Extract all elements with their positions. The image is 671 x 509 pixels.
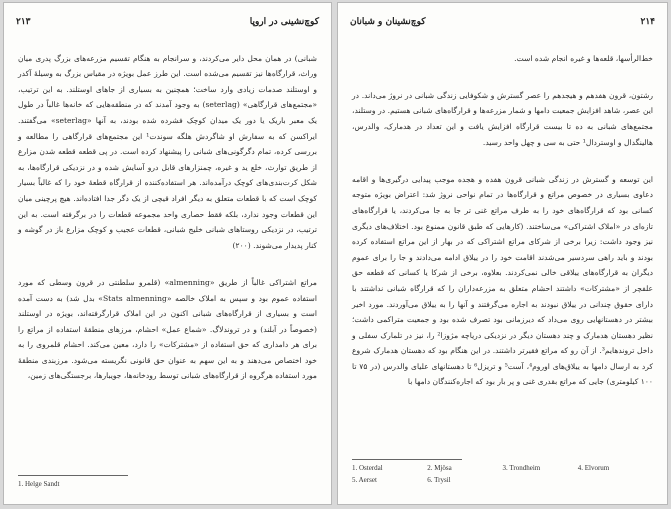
footnote-rule <box>18 475 128 476</box>
footnote: 1. Helge Sandt <box>18 480 60 488</box>
footnote: 2. Mjösa <box>427 464 452 472</box>
footnote: 6. Trysil <box>427 476 451 484</box>
footnote: 1. Osterdal <box>352 464 383 472</box>
paragraph: رشتون، قرون هفدهم و هیجدهم را عصر گسترش و شکوفایی زندگی شبانی در نروژ می‌داند. در این عصر، شاهد افزایش جمعیت دامها و شمار مزرعه‌ها و قرارگاه‌های شبانی هستیم. در وستلند، مجتمع‌های شبانی به ده تا بیست قرارگاه افزایش یافت و این تعداد در هدمارک، والدرس، هالینگدال و اوستردال¹ حتی به سی و چهل واحد رسید. <box>352 90 653 147</box>
page-number: ۲۱۳ <box>16 17 31 27</box>
page-body <box>352 35 653 406</box>
right-book-page <box>337 2 668 505</box>
footnote: 3. Trondheim <box>502 464 541 472</box>
footnote: 4. Elvorum <box>577 464 610 472</box>
footnotes <box>18 480 317 488</box>
running-title: کوچ‌نشینان و شبانان <box>350 17 426 27</box>
footnotes <box>352 464 653 484</box>
page-header <box>16 17 319 31</box>
page-body <box>18 35 317 400</box>
footnote-rule <box>352 459 462 460</box>
left-book-page <box>3 2 332 505</box>
paragraph: مراتع اشتراکی غالباً از طریق «almenning» (قلمرو سلطنتی در قرون وسطی که مورد استفاده عموم بود و سپس به املاک خالصه «Stats almenning» بدل شد) به دست آمده است و بسیاری از قرارگاه‌های شبانی اکنون در این املاک قرارگرفته‌اند، بویژه در اوستلند (خصوصاً در آبلند) و در تروندلاگ. «شماع عمل» احشام، مرزهای منطقهٔ استفاده از مراتع را برای هر دامداری که حق استفاده از «مشترکات» را دارد، معین می‌کند. احشام قلمروی را به خود اختصاص می‌دهند و به این سهم به عنوان حق قانونی نگریسته می‌شود. مرزبندی منطقهٔ مورد استفاده هرگروه از قرارگاه‌های شبانی توسط رودخانه‌ها، جویبارها، برجستگی‌های زمین، <box>18 277 317 381</box>
paragraph: خط‌الرأسها، قلعه‌ها و غیره انجام شده است. <box>514 53 653 63</box>
page-header <box>350 17 655 31</box>
footnote: 5. Aerset <box>352 476 377 484</box>
paragraph: شبانی) در همان محل دایر می‌کردند، و سرانجام به هنگام تقسیم مزرعه‌های بزرگ پدری میان وراث، قرارگاه‌ها نیز تقسیم می‌شده است. این طرز عمل بویژه در مقیاس بزرگ به وسیلهٔ آکدر و اوستلند صدمات زیادی وارد ساخت؛ همچنین به بسیاری از جاهای اوستلند. به این ترتیب، «مجتمع‌های قرارگاهی» (seterlag) به وجود آمدند که در منطقه‌هایی که خانه‌ها غالباً در طول یک معبر باریک یا دور یک میدان کوچک فشرده شده بودند، به آنها «seterlag» می‌گفتند. ایراکسن که به سفارش او شاگردش هلگه سوندت¹ این مجتمع‌های قرارگاهی را مطالعه و بررسی کرده، تمام دگرگونی‌های شبانی را پیشنهاد کرده است. در پی قطعه قطعه شدن مزارع از طریق توارث، خلع ید و غیره، چمنزارهای قابل درو آسایش شده و در نزدیکی قرارگاه‌ها، به شکل کرت‌بندی‌های کوچک درآمده‌اند. هر استفاده‌کننده از قرارگاه قطعهٔ خود را که غالباً بسیار کوچک است که با قطعات متعلق به دیگر افراد قیچی از یک دگر جدا افتاده‌اند. هیچ پرچینی میان این قطعات وجود ندارد، بلکه فقط حصاری واحد مجموعه قطعات را در برگرفته است. به این ترتیب، در نزدیکی روستاهای شبانی خلیج شبانی، قطعات عجیب و کوچک مزارع باز در گوشه و کنار پدیدار می‌شوند. (۲۰۰) <box>18 53 317 250</box>
running-title: کوچ‌نشینی در اروپا <box>249 17 319 27</box>
paragraph: این توسعه و گسترش در زندگی شبانی قرون هفده و هجده موجب پیدایی درگیری‌ها و اقامه دعاوی بسیاری در خصوص مراتع و قرارگاه‌ها در تمام نواحی نروژ شد: اعتراض بویژه متوجه کسانی بود که قرارگاه‌های خود را به طرف مراتع غنی تر جا به جا می‌کردند، یا قرارگاه‌های تازه‌ای در «املاک اشتراکی» می‌ساختند. (کارهایی که طبق قانون ممنوع بود. اختلاف‌های دیگری نیز وجود داشت: زیرا برخی از شرکای مراتع اشتراکی که در بهار از این مراتع استفاده کرده بودند و باید راهی سردسیر می‌شدند اقامت خود را در ییلاق ادامه می‌دادند و جا را برای عموم دیگران به قرارگاه‌های ییلاقی خالی نمی‌کردند. بعلاوه، برخی از شرکا یا کسانی که قطعه حق علفچر از «مشترکات» داشتند احشام متعلق به مزرعه‌داران را که قرارگاه شبانی نداشتند با دارای حقوق چندانی در ییلاق نبودند به اجاره می‌گرفتند و آنها را به ییلاق می‌آوردند. مورد اخیر بیشتر در دهستانهایی روی می‌داد که دیرزمانی بود تصرف شده بود و جمعیت متراکمی داشت؛ نظیر دهستان هدمارک و چند دهستان دیگر در نزدیکی دریاچه مژوزا² را، نیز در تلمارک سفلی و داخل تروندهایم³. از آن رو که مراتع فقیرتر داشتند. در این هنگام بود که دهستان هدمارک شروع کرد به ارسال دامها به ییلاق‌های اوروم⁴، آست⁵ و تریزل⁶ تا دهستانهای علیای والدرس (در ۷۵ تا ۱۰۰ کیلومتری) جایی که مراتع بقدری غنی و پر بار بود که اجاره‌کنندگان دامها با <box>352 174 654 387</box>
page-number: ۲۱۴ <box>640 17 655 27</box>
